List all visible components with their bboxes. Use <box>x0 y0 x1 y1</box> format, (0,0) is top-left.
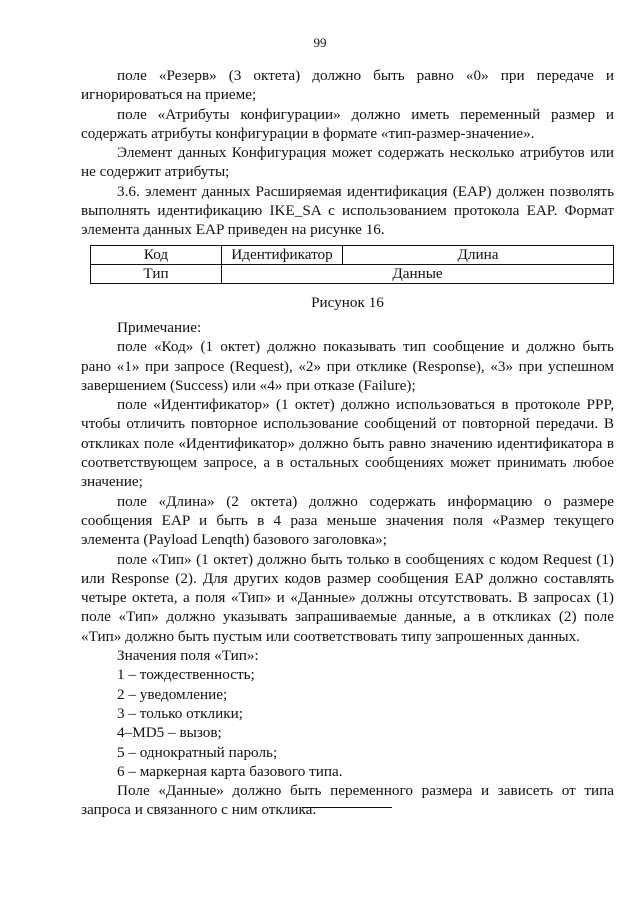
paragraph-identifier-field: поле «Идентификатор» (1 октет) должно использоваться в протоколе PPP, чтобы отличить повторное использование сообщений от повторной передачи. В откликах поле «Идентификатор» должно быть равно значению идентификатора в соответствующем запросе, а в остальных сообщениях может принимать любое значение; <box>81 396 614 491</box>
list-item: 2 – уведомление; <box>117 685 228 703</box>
paragraph-reserve-field: поле «Резерв» (3 октета) должно быть равно «0» при передаче и игнорироваться на приеме; <box>81 67 614 104</box>
list-item: 3 – только отклики; <box>117 704 243 722</box>
paragraph-length-field: поле «Длина» (2 октета) должно содержать информацию о размере сообщения EAP и быть в 4 раза меньше значения поля «Размер текущего элемента (Payload Lenqth) базового заголовка»; <box>81 492 614 549</box>
type-values-heading: Значения поля «Тип»: <box>117 647 259 665</box>
paragraph-eap-element: 3.6. элемент данных Расширяемая идентификация (EAP) должен позволять выполнять идентификацию IKE_SA с использованием протокола EAP. Формат элемента данных EAP приведен на рисунке 16. <box>81 182 614 239</box>
list-item: 1 – тождественность; <box>117 666 255 684</box>
paragraph-config-element: Элемент данных Конфигурация может содержать несколько атрибутов или не содержит атрибуты; <box>81 144 614 181</box>
figure-caption: Рисунок 16 <box>311 293 384 311</box>
note-heading: Примечание: <box>117 318 202 336</box>
eap-format-table <box>90 245 614 284</box>
cell-identifier: Идентификатор <box>222 245 343 264</box>
paragraph-code-field: поле «Код» (1 октет) должно показывать тип сообщение и должно быть рано «1» при запросе (Request), «2» при отклике (Response), «3» при успешном завершением (Success) или «4» при отказе (Failure); <box>81 338 614 394</box>
paragraph-data-field: Поле «Данные» должно быть переменного размера и зависеть от типа запроса и связанного с ним отклика. <box>81 782 614 819</box>
table-row <box>91 264 614 283</box>
cell-data: Данные <box>222 264 614 283</box>
cell-length: Длина <box>343 245 614 264</box>
table-row <box>91 245 614 264</box>
footer-divider <box>302 807 392 808</box>
list-item: 4–MD5 – вызов; <box>117 724 222 742</box>
page-number: 99 <box>313 35 327 50</box>
list-item: 6 – маркерная карта базового типа. <box>117 762 343 780</box>
paragraph-config-attributes: поле «Атрибуты конфигурации» должно иметь переменный размер и содержать атрибуты конфигурации в формате «тип-размер-значение». <box>81 105 614 142</box>
list-item: 5 – однократный пароль; <box>117 743 278 761</box>
cell-code: Код <box>91 245 222 264</box>
paragraph-type-field: поле «Тип» (1 октет) должно быть только в сообщениях с кодом Request (1) или Response (2). Для других кодов размер сообщения EAP должно составлять четыре октета, а поля «Тип» и «Данные» должны отсутствовать. В запросах (1) поле «Тип» должно указывать запрашиваемые данные, а в откликах (2) поле «Тип» должно быть пустым или соответствовать типу запрошенных данных. <box>81 550 614 645</box>
page-body <box>81 66 614 820</box>
cell-type: Тип <box>91 264 222 283</box>
